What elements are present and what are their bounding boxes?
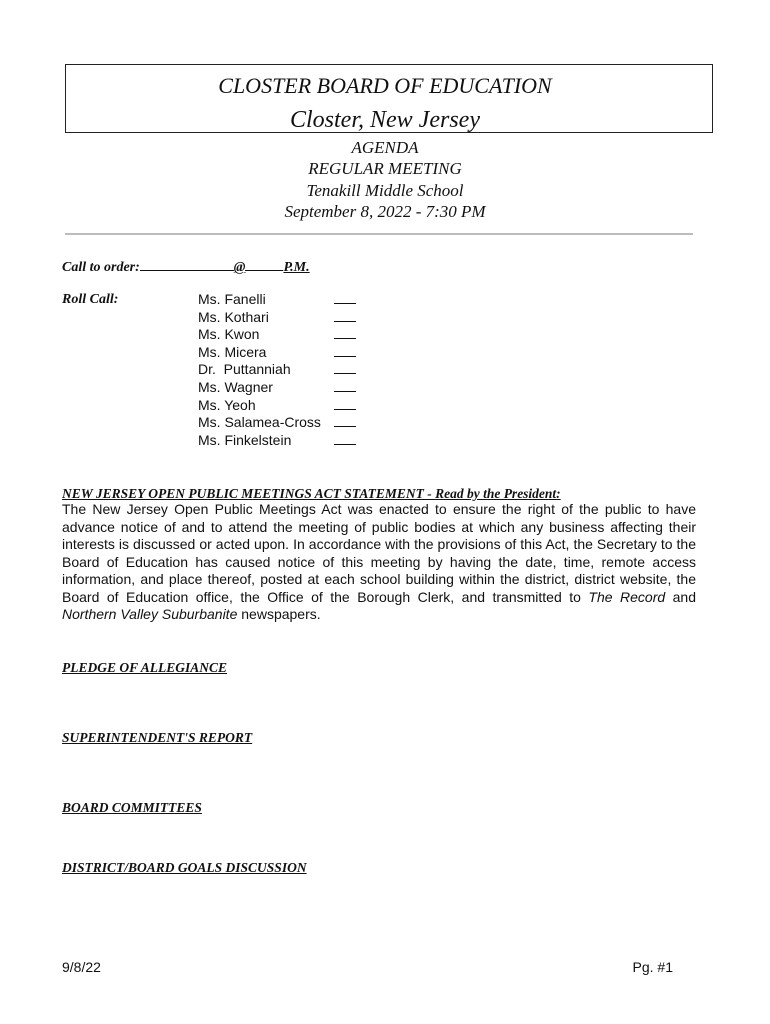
opma-text: The New Jersey Open Public Meetings Act was enacted to ensure the right of the public to have advance notice of and to attend the meeting of public bodies at which any business affecting their interests is discussed or acted upon. In accordance with the provisions of this Act, the Secretary to the Board of Education has caused notice of this meeting by having the date, time, remote access information, and place thereof, posted at each school building within the district, district website, the Board of Education office, the Office of the Borough Clerk, and transmitted to: [62, 501, 696, 605]
opma-statement: [62, 501, 696, 624]
attendance-blank: [334, 409, 356, 410]
attendance-blank: [334, 426, 356, 427]
conjunction: and: [665, 588, 697, 605]
attendance-blank: [334, 338, 356, 339]
newspaper-name: The Record: [588, 588, 666, 605]
roll-call-member: [198, 309, 321, 327]
divider: [65, 233, 693, 235]
member-name: Ms. Fanelli: [198, 291, 266, 307]
time-blank: [140, 258, 234, 271]
roll-call-member: [198, 344, 321, 362]
board-location: Closter, New Jersey: [290, 107, 480, 133]
member-name: Dr. Puttanniah: [198, 361, 291, 378]
time-blank-2: [245, 258, 283, 271]
call-to-order: [62, 258, 310, 276]
call-to-order-label: Call to order:: [62, 260, 140, 275]
member-name: Ms. Kwon: [198, 326, 260, 343]
attendance-blank: [334, 444, 356, 445]
roll-call-label: Roll Call:: [62, 292, 119, 307]
pm-label: P.M.: [283, 260, 310, 275]
meeting-datetime: September 8, 2022 - 7:30 PM: [284, 202, 486, 221]
member-name: Ms. Finkelstein: [198, 431, 292, 448]
newspaper-name: Northern Valley Suburbanite: [62, 606, 238, 622]
superintendent-heading: SUPERINTENDENT'S REPORT: [62, 730, 253, 745]
at-sign: @: [233, 260, 246, 275]
board-title: CLOSTER BOARD OF EDUCATION: [218, 73, 552, 98]
attendance-blank: [334, 356, 356, 357]
roll-call-member: [198, 326, 321, 344]
opma-text-end: newspapers.: [237, 606, 321, 622]
member-name: Ms. Kothari: [198, 308, 269, 325]
roll-call-member: [198, 397, 321, 415]
member-name: Ms. Micera: [198, 343, 267, 360]
attendance-blank: [334, 373, 356, 374]
roll-call-member: [198, 379, 321, 397]
footer-date: 9/8/22: [62, 959, 101, 975]
goals-heading: DISTRICT/BOARD GOALS DISCUSSION: [62, 860, 307, 875]
opma-heading: NEW JERSEY OPEN PUBLIC MEETINGS ACT STATEMENT - Read by the President:: [62, 486, 561, 501]
meeting-type: REGULAR MEETING: [308, 159, 462, 178]
roll-call-member: [198, 291, 321, 309]
attendance-blank: [334, 303, 356, 304]
member-name: Ms. Salamea-Cross: [198, 414, 321, 431]
meeting-venue: Tenakill Middle School: [306, 181, 464, 200]
committees-heading: BOARD COMMITTEES: [62, 800, 202, 815]
attendance-blank: [334, 391, 356, 392]
member-name: Ms. Yeoh: [198, 396, 256, 413]
page-number: Pg. #1: [632, 959, 673, 975]
attendance-blank: [334, 321, 356, 322]
roll-call-member: [198, 361, 321, 379]
member-name: Ms. Wagner: [198, 378, 273, 395]
agenda-label: AGENDA: [351, 138, 419, 157]
roll-call-member: [198, 432, 321, 450]
roll-call-list: [198, 291, 321, 449]
roll-call-member: [198, 414, 321, 432]
pledge-heading: PLEDGE OF ALLEGIANCE: [62, 660, 228, 675]
